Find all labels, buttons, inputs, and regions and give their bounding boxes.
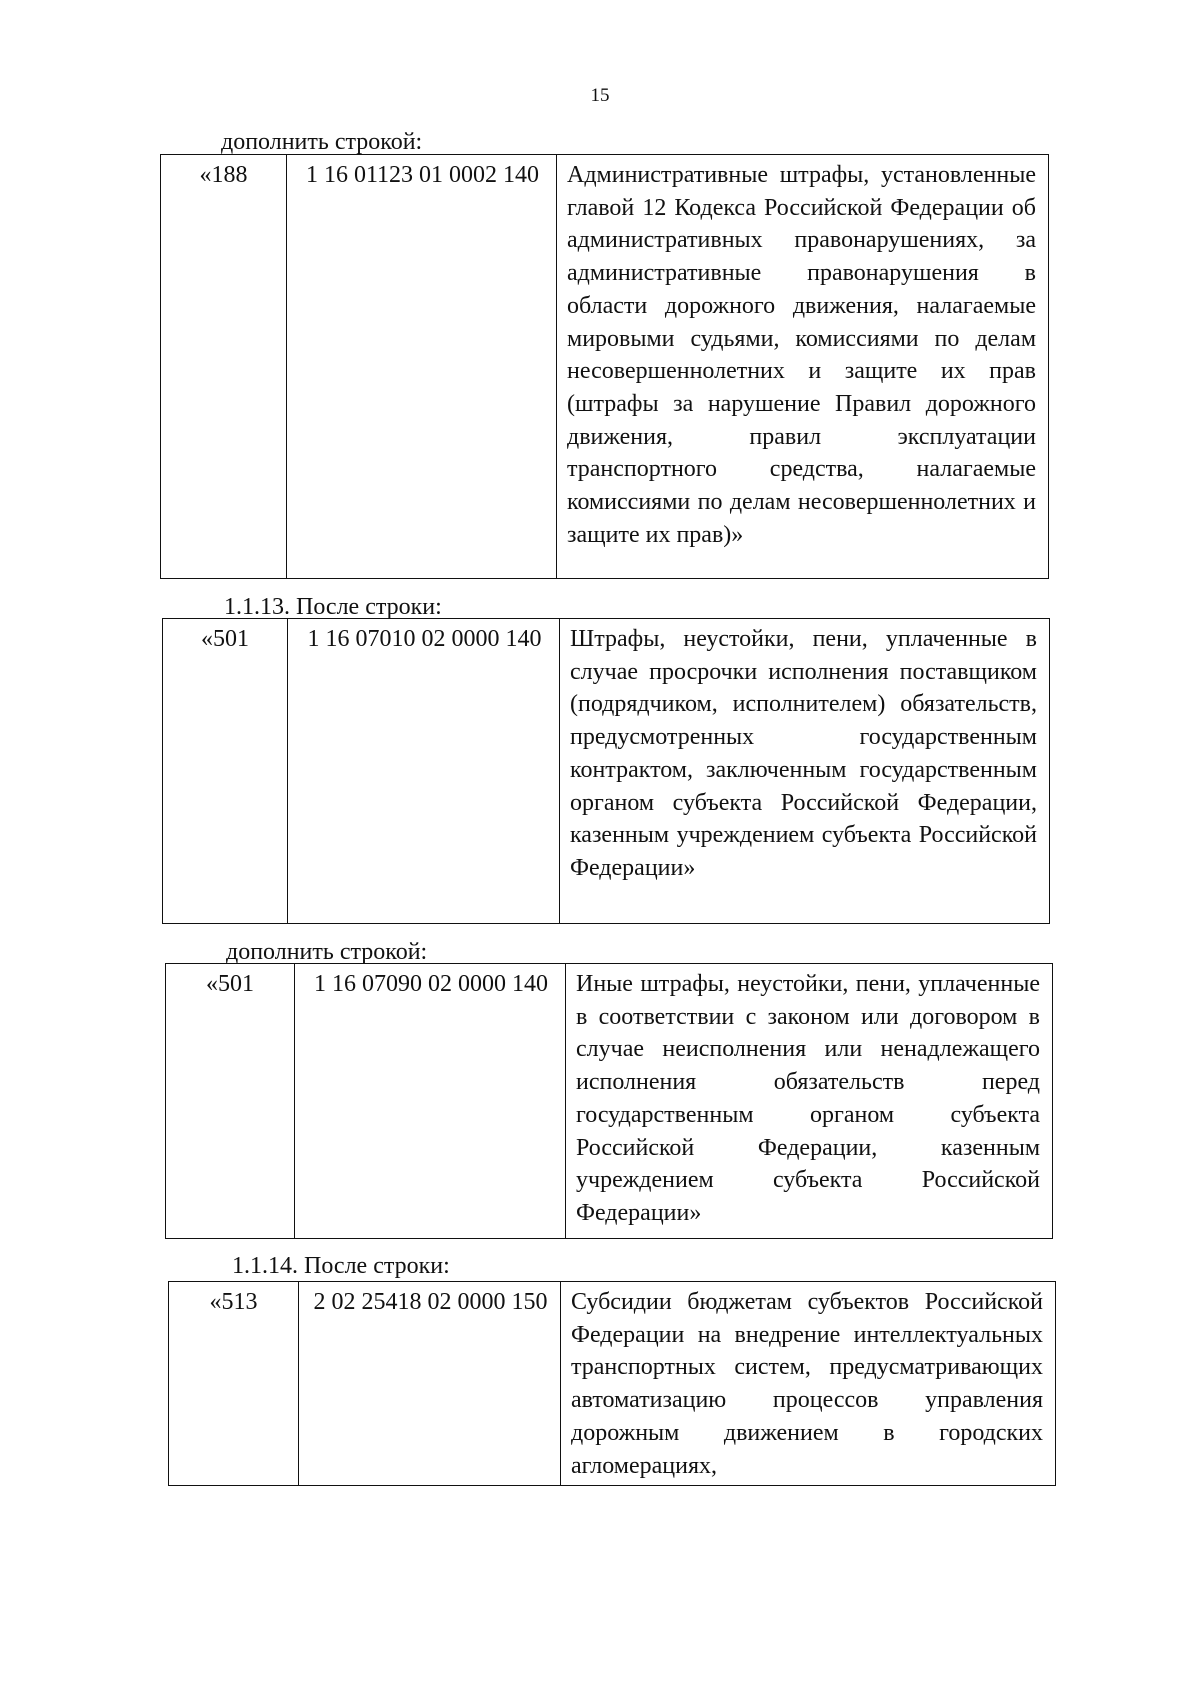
revenue-code-cell: 1 16 07090 02 0000 140	[295, 964, 566, 1239]
agency-code-cell: «501	[163, 619, 288, 924]
section-caption: 1.1.13. После строки:	[224, 594, 442, 620]
budget-table	[162, 618, 1050, 924]
table-row	[163, 619, 1050, 924]
budget-table	[165, 963, 1053, 1239]
revenue-code-cell: 2 02 25418 02 0000 150	[299, 1282, 561, 1486]
budget-table	[168, 1281, 1056, 1486]
description-cell: Субсидии бюджетам субъектов Российской Федерации на внедрение интеллектуальных транспортных систем, предусматривающих автоматизацию процессов управления дорожным движением в городских агломерациях,	[561, 1282, 1056, 1486]
agency-code-cell: «188	[161, 155, 287, 579]
page-number: 15	[590, 85, 610, 106]
section-caption: дополнить строкой:	[221, 129, 423, 155]
table-row	[166, 964, 1053, 1239]
agency-code-cell: «513	[169, 1282, 299, 1486]
agency-code-cell: «501	[166, 964, 295, 1239]
description-cell: Штрафы, неустойки, пени, уплаченные в случае просрочки исполнения поставщиком (подрядчиком, исполнителем) обязательств, предусмотренных государственным контрактом, заключенным государственным органом субъекта Российской Федерации, казенным учреждением субъекта Российской Федерации»	[560, 619, 1050, 924]
table-row	[169, 1282, 1056, 1486]
section-caption: 1.1.14. После строки:	[232, 1253, 450, 1279]
description-cell: Иные штрафы, неустойки, пени, уплаченные в соответствии с законом или договором в случае неисполнения или ненадлежащего исполнения обязательств перед государственным органом субъекта Российской Федерации, казенным учреждением субъекта Российской Федерации»	[566, 964, 1053, 1239]
section-caption: дополнить строкой:	[226, 939, 428, 965]
revenue-code-cell: 1 16 01123 01 0002 140	[287, 155, 557, 579]
table-row	[161, 155, 1049, 579]
description-cell: Административные штрафы, установленные главой 12 Кодекса Российской Федерации об административных правонарушениях, за административные правонарушения в области дорожного движения, налагаемые мировыми судьями, комиссиями по делам несовершеннолетних и защите их прав (штрафы за нарушение Правил дорожного движения, правил эксплуатации транспортного средства, налагаемые комиссиями по делам несовершеннолетних и защите их прав)»	[557, 155, 1049, 579]
revenue-code-cell: 1 16 07010 02 0000 140	[288, 619, 560, 924]
budget-table	[160, 154, 1049, 579]
